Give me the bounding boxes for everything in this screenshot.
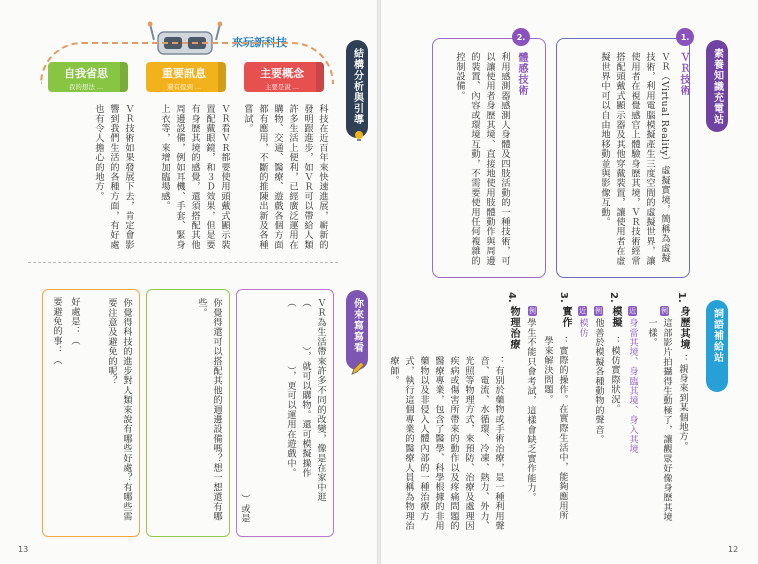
lightbulb-icon [353, 130, 365, 142]
key-info-body: ＶＲ看ＶＲ都要使用頭戴式顯示裝置配戴眼鏡，和３Ｄ效果，但是要有身歷其境的感覺，還須搭配其他周邊設備，例如耳機、手套、緊身上衣等，來增加臨場感。 [159, 104, 230, 250]
page-number-right: 12 [728, 545, 739, 554]
term-definition: ：親身來到某個地方。 [677, 354, 688, 451]
side-tab-write: 你來寫寫看 [346, 290, 368, 370]
question-3-prompt: 你覺得科技的進步對人類來說有哪些好處？有哪些需要注意及避免的呢？ [106, 298, 132, 522]
concept-title: 主要概念 [260, 67, 304, 80]
concept-main [244, 62, 320, 92]
synonym-tag: 近 [579, 307, 586, 315]
term-number: 4. [506, 292, 517, 303]
term-example: 學生不能只會考試，這樣會缺乏實作能力。 [525, 318, 536, 503]
term-number: 1. [676, 292, 687, 303]
term-label: 物理治療 [508, 306, 519, 350]
concept-subtitle: 主要是說 ... [264, 83, 300, 91]
card-1-number: 1. [676, 28, 694, 46]
question-box-2 [146, 289, 230, 537]
left-header-title: 來玩新科技 [232, 36, 287, 49]
concept-subtitle: 我的想法 ... [68, 83, 104, 91]
term-example: 這部影片拍攝得生動極了，讓觀眾好像身歷其境一樣。 [646, 318, 672, 522]
term-definition: ：模仿實際狀況。 [609, 336, 620, 414]
term-definition: ：實際的操作。在實際生活中，能夠應用所學來解決問題。 [542, 336, 568, 521]
example-tag: 例 [595, 307, 602, 315]
reflection-text: ＶＲ技術如果發展下去，肯定會影響到我們生活的各種方面，有好處也有令人擔心的地方。 [93, 104, 134, 250]
term-label: 實作 [560, 306, 571, 328]
card-2-number: 2. [512, 28, 530, 46]
concept-key-info [146, 62, 222, 92]
term-number: 3. [558, 292, 569, 303]
concept-title: 自我省思 [64, 67, 108, 80]
question-2-text: 你覺得還可以搭配其他的週邊設備嗎？想一想還有哪些。 [196, 298, 222, 522]
card-1-text: ＶＲ（Virtual Reality）虛擬實境，簡稱為虛擬技術，利用電腦模擬產生三度空間的虛擬世界，讓使用者在視覺感官上體驗身歷其境，ＶＲ技術經常搭配頭戴式顯示器及其他穿戴裝置，讓使用者在虛擬世界中可以自由地移動並與影像互動。 [599, 52, 670, 266]
term-example: 他善於模擬各種動物的聲音。 [593, 318, 604, 445]
card-2-title: 體感技術 [516, 52, 527, 96]
term-synonyms: 身當其境、身臨其境、身入其境 [627, 318, 638, 454]
page-number-left: 13 [18, 545, 29, 554]
concept-subtitle: 還有提到 ... [166, 83, 202, 91]
term-number: 2. [608, 292, 619, 303]
question-1-tail: ）或是 [239, 494, 250, 524]
concept-title: 重要訊息 [162, 67, 206, 80]
side-tab-knowledge: 素養知識充電站 [706, 40, 728, 132]
term-label: 模擬 [610, 306, 621, 328]
main-concept-text: 科技在近百年來快速進展，嶄新的發明跟進步，如ＶＲ可以帶給人類許多生活上便利，已經廣泛運用在購物、交通、醫療、遊戲各個方面都有應用，不斷的推陳出新及各種嘗試。 [242, 104, 328, 250]
term-synonyms: 模仿 [577, 318, 588, 338]
term-label: 身歷其境 [678, 306, 689, 350]
question-3-avoid: 要避免的事：（ [51, 297, 62, 365]
side-tab-vocab: 詞語補給站 [706, 300, 728, 392]
card-2-text: 利用感測器感測人身體及四肢活動的一種技術，可以讓使用者身歷其境、直接地使用肢體動作與周邊的裝置、內容或環境互動，不需要使用任何複雜的控制設備。 [454, 52, 510, 266]
pencil-icon [350, 360, 366, 376]
card-1-title: ＶＲ技術 [678, 52, 689, 96]
example-tag: 例 [529, 307, 536, 315]
example-tag: 例 [661, 307, 668, 315]
question-1-text: ＶＲ為生活帶來許多不同的改變，像是在家中逛（ ），就可以購物。還可模擬操作（ ），更可以運用在遊戲中。 [285, 298, 326, 502]
key-info-text [140, 104, 232, 254]
term-definition: ：有別於藥物或手術治療，是一種利用聲音、電流、水循環、冷凍、熱力、外力、光照等物理方式，來預防、治療及處理因疾病或傷害所帶來的動作以及疼痛問題的醫療專業，包含了醫學、科學根據的非用藥物以及非侵入人體內部的一種治療方式，執行這個專業的醫療人員稱為物理治療師。 [388, 356, 504, 531]
synonym-tag: 近 [629, 307, 636, 315]
concept-reflection [48, 62, 124, 92]
side-tab-structure: 結構分析與引導 [346, 40, 368, 138]
book-gutter [377, 0, 381, 564]
question-3-good: 好處是：（ [69, 297, 80, 346]
section-divider [28, 262, 338, 263]
